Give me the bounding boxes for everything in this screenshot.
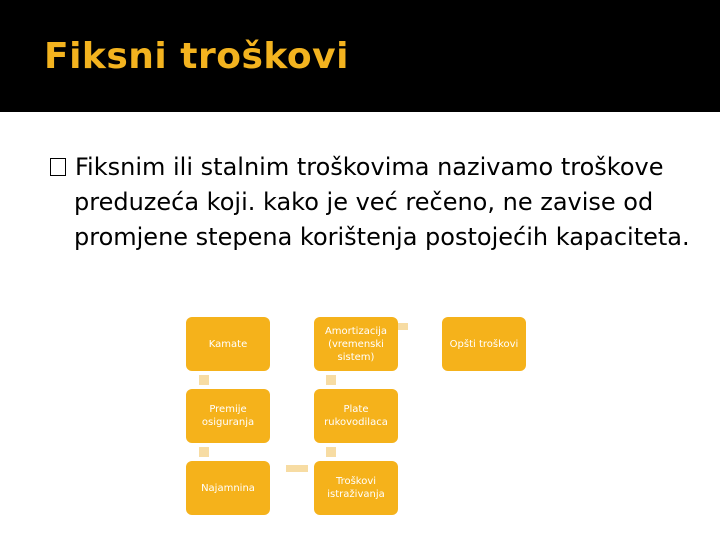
box-opsti-label: Opšti troškovi — [449, 338, 519, 350]
title-bar — [0, 0, 720, 112]
box-plate-rukovodilaca — [314, 389, 398, 443]
connector-najamnina-troskovi — [286, 465, 308, 472]
connector-troskovi-plate — [326, 447, 336, 457]
bullet-paragraph — [50, 150, 714, 255]
bullet-text: Fiksnim ili stalnim troškovima nazivamo troškove preduzeća koji. kako je već rečeno, ne zavise od promjene stepena korištenja postojećih kapaciteta. — [74, 153, 690, 251]
box-premije-osiguranja — [186, 389, 270, 443]
box-amortizacija — [314, 317, 398, 371]
box-opsti-troskovi — [442, 317, 526, 371]
box-najamnina — [186, 461, 270, 515]
box-kamate-label: Kamate — [208, 338, 248, 350]
box-troskovi-istrazivanja — [314, 461, 398, 515]
connector-kamate-premije — [199, 375, 209, 385]
box-plate-label: Plate rukovodilaca — [324, 404, 388, 428]
box-najamnina-label: Najamnina — [201, 482, 255, 494]
box-amortizacija-label: Amortizacija (vremenski sistem) — [324, 325, 388, 363]
box-troskovi-label: Troškovi istraživanja — [327, 476, 385, 500]
slide-title: Fiksni troškovi — [44, 36, 349, 77]
bullet-icon — [50, 158, 66, 176]
connector-premije-najamnina — [199, 447, 209, 457]
box-kamate — [186, 317, 270, 371]
connector-plate-amortizacija — [326, 375, 336, 385]
box-premije-label: Premije osiguranja — [201, 404, 255, 428]
